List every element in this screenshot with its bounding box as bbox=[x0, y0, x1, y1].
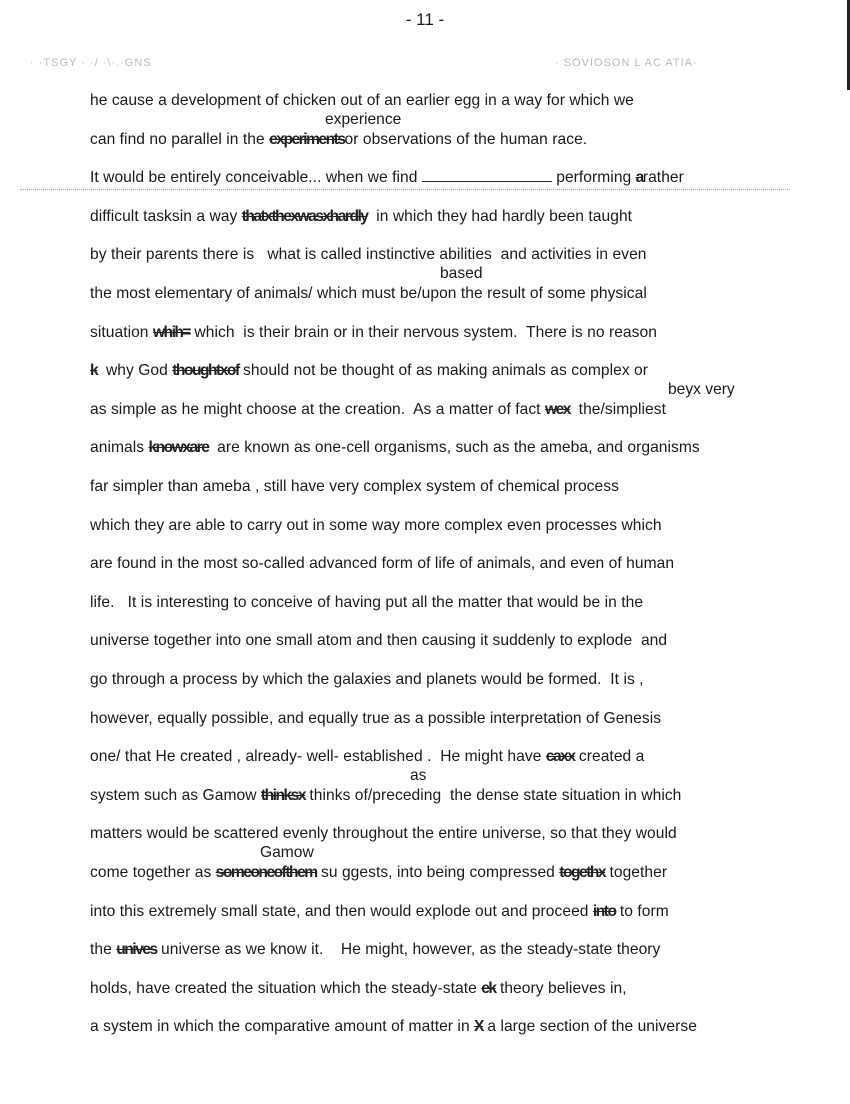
text-segment: universe together into one small atom and then causing it suddenly to explode and bbox=[90, 632, 668, 650]
page-number: - 11 - bbox=[405, 10, 445, 29]
text-line bbox=[90, 710, 661, 728]
text-segment: to form bbox=[615, 902, 669, 920]
text-segment: why God bbox=[97, 362, 173, 380]
text-segment: into this extremely small state, and then would explode out and proceed bbox=[90, 902, 593, 920]
text-segment: go through a process by which the galaxies and planets would be formed. It is , bbox=[90, 671, 644, 688]
struck-out-text: ek bbox=[481, 979, 496, 997]
text-segment: however, equally possible, and equally true as a possible interpretation of Genesis bbox=[90, 709, 662, 727]
interlinear-insertion: based bbox=[440, 265, 483, 283]
text-segment: difficult tasksin a way bbox=[90, 207, 242, 225]
text-segment: matters would be scattered evenly throughout the entire universe, so that they would bbox=[90, 825, 677, 843]
interlinear-insertion: as bbox=[410, 767, 427, 785]
text-segment: are known as one-cell organisms, such as the ameba, and organisms bbox=[208, 439, 700, 457]
text-segment: the bbox=[90, 941, 117, 959]
struck-out-text: togethx bbox=[559, 864, 606, 881]
text-line bbox=[90, 864, 667, 882]
text-line bbox=[90, 787, 681, 805]
text-segment: are found in the most so-called advanced form of life of animals, and even of human bbox=[90, 555, 675, 573]
text-line bbox=[90, 748, 644, 766]
struck-out-text: whih= bbox=[152, 323, 191, 341]
text-segment: su ggests, into being compressed bbox=[316, 864, 560, 881]
text-line bbox=[90, 246, 647, 264]
text-segment: system such as Gamow bbox=[90, 786, 261, 804]
blank-underline bbox=[422, 169, 552, 182]
struck-out-text: someoneofthem bbox=[215, 864, 317, 881]
struck-out-text: experiments bbox=[269, 130, 345, 148]
dotted-rule bbox=[20, 189, 790, 190]
text-segment: situation bbox=[90, 323, 153, 341]
text-line bbox=[90, 362, 648, 380]
text-line bbox=[90, 92, 634, 110]
text-segment: or observations of the human race. bbox=[344, 130, 588, 148]
text-segment: together bbox=[605, 864, 668, 881]
struck-out-text: thinksx bbox=[260, 786, 305, 804]
text-line bbox=[90, 825, 677, 843]
struck-out-text: X bbox=[474, 1018, 483, 1036]
text-segment: a large section of the universe bbox=[482, 1018, 697, 1036]
text-segment: which is their brain or in their nervous system. There is no reason bbox=[190, 323, 657, 341]
text-line bbox=[90, 980, 627, 998]
text-segment: performing bbox=[551, 169, 636, 187]
text-segment: in which they had hardly been taught bbox=[367, 207, 633, 225]
interlinear-insertion: beyx very bbox=[668, 381, 735, 399]
struck-out-text: unives bbox=[116, 941, 157, 959]
text-segment: should not be thought of as making animals as complex or bbox=[238, 362, 649, 380]
text-segment: holds, have created the situation which the steady-state bbox=[90, 979, 482, 997]
text-segment: which they are able to carry out in some way more complex even processes which bbox=[90, 516, 662, 534]
text-line bbox=[90, 439, 700, 457]
bleed-through-text: · SOVIOSON L AC ATIA· bbox=[555, 57, 698, 69]
struck-out-text: into bbox=[592, 902, 616, 920]
text-segment: can find no parallel in the bbox=[90, 130, 270, 148]
struck-out-text: caxx bbox=[545, 748, 575, 766]
struck-out-text: thoughtxof bbox=[172, 362, 239, 380]
interlinear-insertion: experience bbox=[325, 111, 402, 128]
text-segment: animals bbox=[90, 439, 149, 457]
text-segment: far simpler than ameba , still have very complex system of chemical process bbox=[90, 478, 619, 495]
text-line bbox=[90, 632, 667, 650]
bleed-through-text: · ·TSGY · ·/ ·\·.·GNS bbox=[30, 57, 152, 69]
text-segment: one/ that He created , already- well- established . He might have bbox=[90, 748, 546, 766]
struck-out-text: knowxare bbox=[148, 439, 209, 457]
text-line bbox=[90, 903, 669, 921]
text-segment: the/simpliest bbox=[569, 400, 667, 418]
text-line bbox=[90, 401, 666, 419]
text-segment: It would be entirely conceivable... when we find bbox=[90, 169, 422, 187]
text-line bbox=[90, 169, 684, 187]
interlinear-insertion: Gamow bbox=[260, 844, 314, 862]
text-line bbox=[90, 1018, 697, 1036]
text-segment: a system in which the comparative amount of matter in bbox=[90, 1018, 475, 1036]
text-segment: he cause a development of chicken out of an earlier egg in a way for which we bbox=[90, 92, 634, 109]
text-line bbox=[90, 594, 643, 612]
text-segment: life. It is interesting to conceive of having put all the matter that would be in the bbox=[90, 593, 644, 611]
text-segment: rather bbox=[642, 169, 684, 187]
text-line bbox=[90, 555, 674, 573]
text-line bbox=[90, 941, 660, 959]
text-segment: theory believes in, bbox=[495, 979, 627, 997]
struck-out-text: wex bbox=[544, 400, 570, 418]
text-line bbox=[90, 324, 657, 342]
text-segment: the most elementary of animals/ which must be/upon the result of some physical bbox=[90, 285, 647, 302]
text-segment: come together as bbox=[90, 864, 216, 881]
text-segment: thinks of/preceding the dense state situation in which bbox=[305, 786, 682, 804]
text-line bbox=[90, 478, 619, 496]
text-segment: by their parents there is what is called instinctive abilities and activities in even bbox=[90, 246, 647, 264]
text-line bbox=[90, 208, 632, 226]
text-segment: created a bbox=[574, 748, 645, 766]
struck-out-text: a bbox=[635, 169, 643, 187]
text-line bbox=[90, 671, 644, 689]
text-line bbox=[90, 131, 587, 149]
text-segment: as simple as he might choose at the creation. As a matter of fact bbox=[90, 400, 545, 418]
text-segment: universe as we know it. He might, however, as the steady-state theory bbox=[156, 941, 661, 959]
text-line bbox=[90, 517, 662, 535]
text-line bbox=[90, 285, 647, 303]
struck-out-text: thatxthexwasxhardly bbox=[241, 207, 368, 225]
struck-out-text: k bbox=[90, 362, 98, 380]
